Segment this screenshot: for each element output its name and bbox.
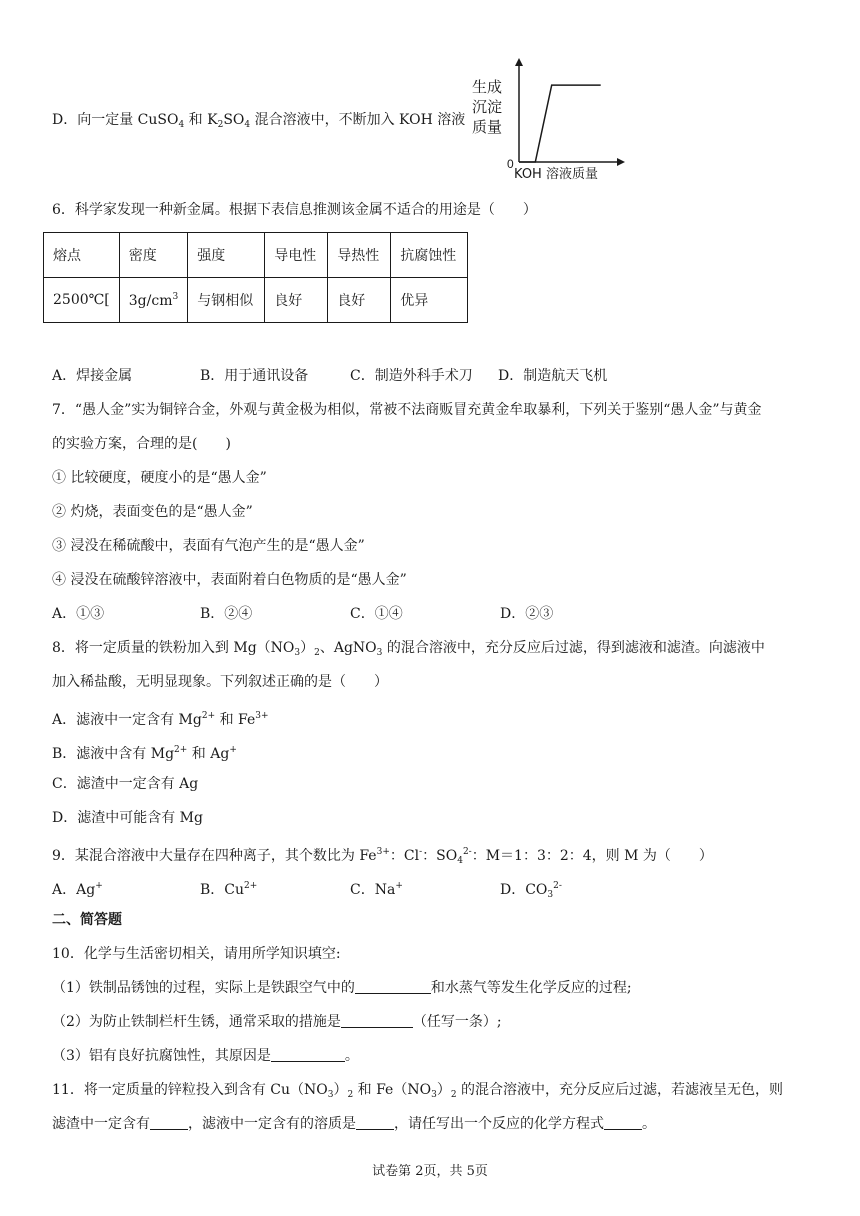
- q11-line-1: 11．将一定质量的锌粒投入到含有 $Cu(NO_3)_2$ 和 $Fe(NO_3)_2$ 的混合溶液中，充分反应后过滤，若滤液呈无色，则: [52, 1082, 783, 1100]
- q8-option-d: D．滤渣中可能含有 Mg: [52, 810, 203, 826]
- q10-stem: 10．化学与生活密切相关，请用所学知识填空:: [52, 946, 341, 962]
- answer-blank[interactable]: [604, 1115, 642, 1130]
- q8-option-b: B．滤液中含有 $Mg^{2+}$ 和 Ag+: [52, 745, 237, 762]
- table-cell-thermal: 良好: [328, 278, 391, 323]
- q6-option-b: B．用于通讯设备: [200, 368, 309, 384]
- q7-stem-1: 7．“愚人金”实为铜锌合金，外观与黄金极为相似，常被不法商贩冒充黄金牟取暴利，下列关于鉴别“愚人金”与黄金: [52, 402, 762, 418]
- q9-option-b: B．$Cu^{2+}$: [200, 881, 258, 898]
- precipitate-chart: [468, 56, 628, 184]
- table-header-cell: 熔点: [44, 233, 120, 278]
- table-header-cell: 导热性: [328, 233, 391, 278]
- q8-stem-2: 加入稀盐酸，无明显现象。下列叙述正确的是（ ）: [52, 674, 388, 690]
- chart-y-arrow: [515, 58, 523, 66]
- answer-blank[interactable]: [150, 1115, 188, 1130]
- table-header-cell: 密度: [119, 233, 187, 278]
- q7-item-4: ④ 浸没在硫酸锌溶液中，表面附着白色物质的是“愚人金”: [52, 572, 407, 588]
- chart-x-arrow: [617, 158, 625, 166]
- q9-stem: 9．某混合溶液中大量存在四种离子，其个数比为 $Fe^{3+}$：Cl-：$SO_4^{2-}$：M＝1：3：2：4，则 M 为（ ）: [52, 847, 713, 866]
- chart-ylabel: [472, 78, 502, 136]
- q7-options: [52, 604, 553, 624]
- q9-options: [52, 876, 562, 905]
- table-cell-corrosion: 优异: [391, 278, 468, 323]
- q6-option-d: D．制造航天飞机: [498, 368, 608, 384]
- table-row: [44, 278, 468, 323]
- q10-part-2: （2）为防止铁制栏杆生锈，通常采取的措施是 （任写一条）;: [52, 1014, 502, 1030]
- q7-option-d: D．②③: [500, 606, 554, 622]
- q7-item-3: ③ 浸没在稀硫酸中，表面有气泡产生的是“愚人金”: [52, 538, 365, 554]
- table-header-cell: 强度: [188, 233, 265, 278]
- q10-part-1: （1）铁制品锈蚀的过程，实际上是铁跟空气中的 和水蒸气等发生化学反应的过程;: [52, 980, 632, 996]
- section-2-title: 二、简答题: [52, 912, 122, 928]
- q9-option-c: C．Na+: [350, 881, 403, 898]
- q7-item-1: ① 比较硬度，硬度小的是“愚人金”: [52, 470, 267, 486]
- answer-blank[interactable]: [355, 979, 431, 994]
- q7-item-2: ② 灼烧，表面变色的是“愚人金”: [52, 504, 253, 520]
- table-cell-conductivity: 良好: [265, 278, 328, 323]
- answer-blank[interactable]: [356, 1115, 394, 1130]
- table-header-cell: 导电性: [265, 233, 328, 278]
- chart-xlabel: KOH 溶液质量: [514, 167, 598, 182]
- q7-option-c: C．①④: [350, 606, 403, 622]
- table-header-cell: 抗腐蚀性: [391, 233, 468, 278]
- q9-option-a: A．Ag+: [52, 881, 103, 898]
- q8-option-c: C．滤渣中一定含有 Ag: [52, 776, 199, 792]
- chart-series-line: [519, 85, 601, 162]
- q7-option-b: B．②④: [200, 606, 253, 622]
- chart-ylabel-line: 质量: [472, 118, 503, 136]
- q7-option-a: A．①③: [52, 606, 105, 622]
- q6-stem: 6．科学家发现一种新金属。根据下表信息推测该金属不适合的用途是（ ）: [52, 202, 537, 218]
- q8-stem-1: 8．将一定质量的铁粉加入到 $Mg(NO_3)_2$、AgNO$_3$ 的混合溶液中，充分反应后过滤，得到滤液和滤渣。向滤液中: [52, 640, 765, 658]
- q6-option-a: A．焊接金属: [52, 368, 133, 384]
- answer-blank[interactable]: [341, 1013, 413, 1028]
- q6-options: [52, 366, 607, 386]
- chart-ylabel-line: 生成: [472, 78, 503, 96]
- metal-property-table: [43, 232, 468, 323]
- q9-option-d: D．$CO_3^{2-}$: [500, 881, 562, 900]
- table-cell-melting-point: 2500℃[: [44, 278, 120, 323]
- q8-option-a: A．滤液中一定含有 $Mg^{2+}$ 和 $Fe^{3+}$: [52, 711, 269, 728]
- page-footer: 试卷第 2页，共 5页: [372, 1164, 488, 1179]
- chart-ylabel-line: 沉淀: [472, 98, 503, 116]
- q11-line-2: 滤渣中一定含有 ，滤液中一定含有的溶质是 ，请任写出一个反应的化学方程式 。: [52, 1116, 656, 1132]
- table-cell-strength: 与钢相似: [188, 278, 265, 323]
- table-cell-density: $3g/cm^3$: [119, 278, 187, 323]
- chart-origin-label: 0: [507, 157, 514, 171]
- answer-blank[interactable]: [271, 1047, 345, 1062]
- table-header-row: [44, 233, 468, 278]
- q6-option-c: C．制造外科手术刀: [350, 368, 473, 384]
- q10-part-3: （3）铝有良好抗腐蚀性，其原因是 。: [52, 1048, 359, 1064]
- q5-option-d: D．向一定量 CuSO$_4$ 和 $K_2SO_4$ 混合溶液中，不断加入 KOH 溶液: [52, 112, 466, 130]
- q7-stem-2: 的实验方案，合理的是( ): [52, 436, 231, 452]
